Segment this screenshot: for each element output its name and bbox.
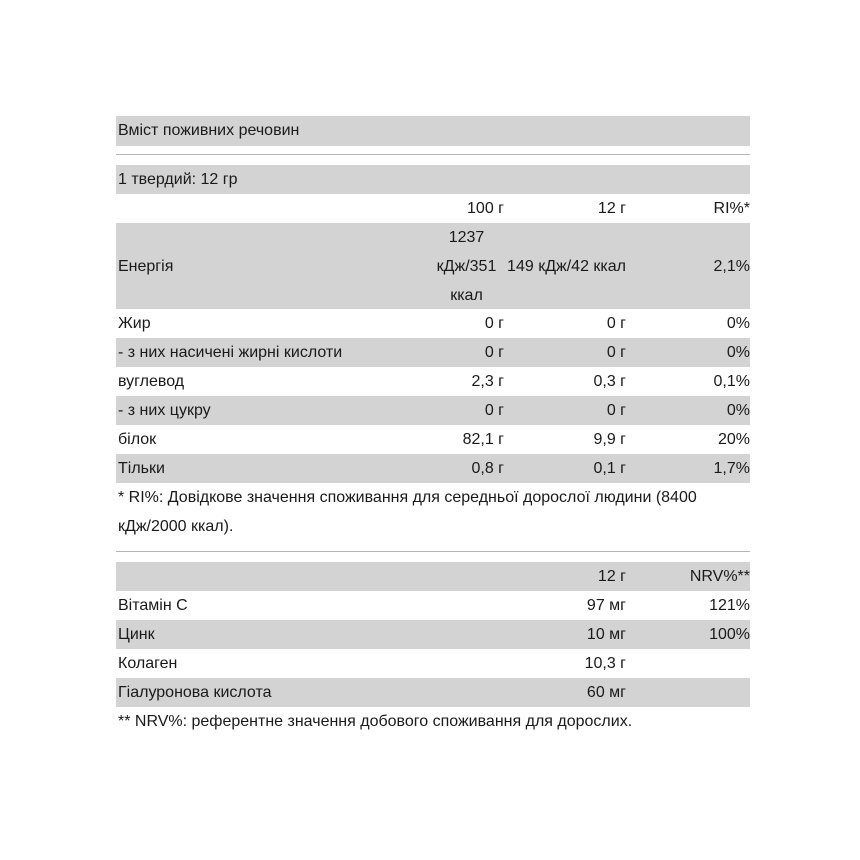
table-title: Вміст поживних речовин [118, 122, 300, 139]
energy-row [116, 223, 750, 309]
energy-name: Енергія [118, 257, 174, 275]
table-row: вуглевод 2,3 г 0,3 г 0,1% [118, 373, 750, 390]
table-row: Цинк 10 мг 100% [116, 620, 750, 649]
table-row: Колаген 10,3 г [118, 655, 626, 672]
vitamin-header-per-serving: 12 г [597, 568, 626, 585]
serving-size: 1 твердий: 12 гр [118, 171, 238, 188]
table-row: Жир 0 г 0 г 0% [118, 315, 750, 332]
vitamin-header-row [116, 562, 750, 591]
column-header-row [116, 194, 750, 223]
serving-row [116, 165, 750, 194]
table-row: Тільки 0,8 г 0,1 г 1,7% [116, 454, 750, 483]
ri-footnote: * RI%: Довідкове значення споживання для середньої дорослої людини (8400 кДж/2000 ккал). [118, 489, 697, 535]
energy-ri: 2,1% [713, 257, 750, 275]
energy-per-serving: 149 кДж/42 ккал [507, 257, 626, 275]
table-row: Гіалуронова кислота 60 мг [116, 678, 750, 707]
table-row: Вітамін С 97 мг 121% [118, 597, 750, 614]
table-row: - з них насичені жирні кислоти 0 г 0 г 0% [116, 338, 750, 367]
divider [116, 551, 750, 552]
nrv-footnote: ** NRV%: референтне значення добового споживання для дорослих. [118, 713, 633, 730]
energy-per100: 1237 кДж/351 ккал [436, 228, 497, 304]
table-row: білок 82,1 г 9,9 г 20% [118, 431, 750, 448]
header-per100: 100 г [467, 200, 504, 217]
nutrition-table [116, 116, 750, 736]
header-per-serving: 12 г [597, 200, 626, 217]
table-row: - з них цукру 0 г 0 г 0% [116, 396, 750, 425]
vitamin-header-nrv: NRV%** [689, 568, 750, 585]
table-title-row [116, 116, 750, 146]
divider [116, 154, 750, 155]
header-ri: RI%* [713, 200, 750, 217]
